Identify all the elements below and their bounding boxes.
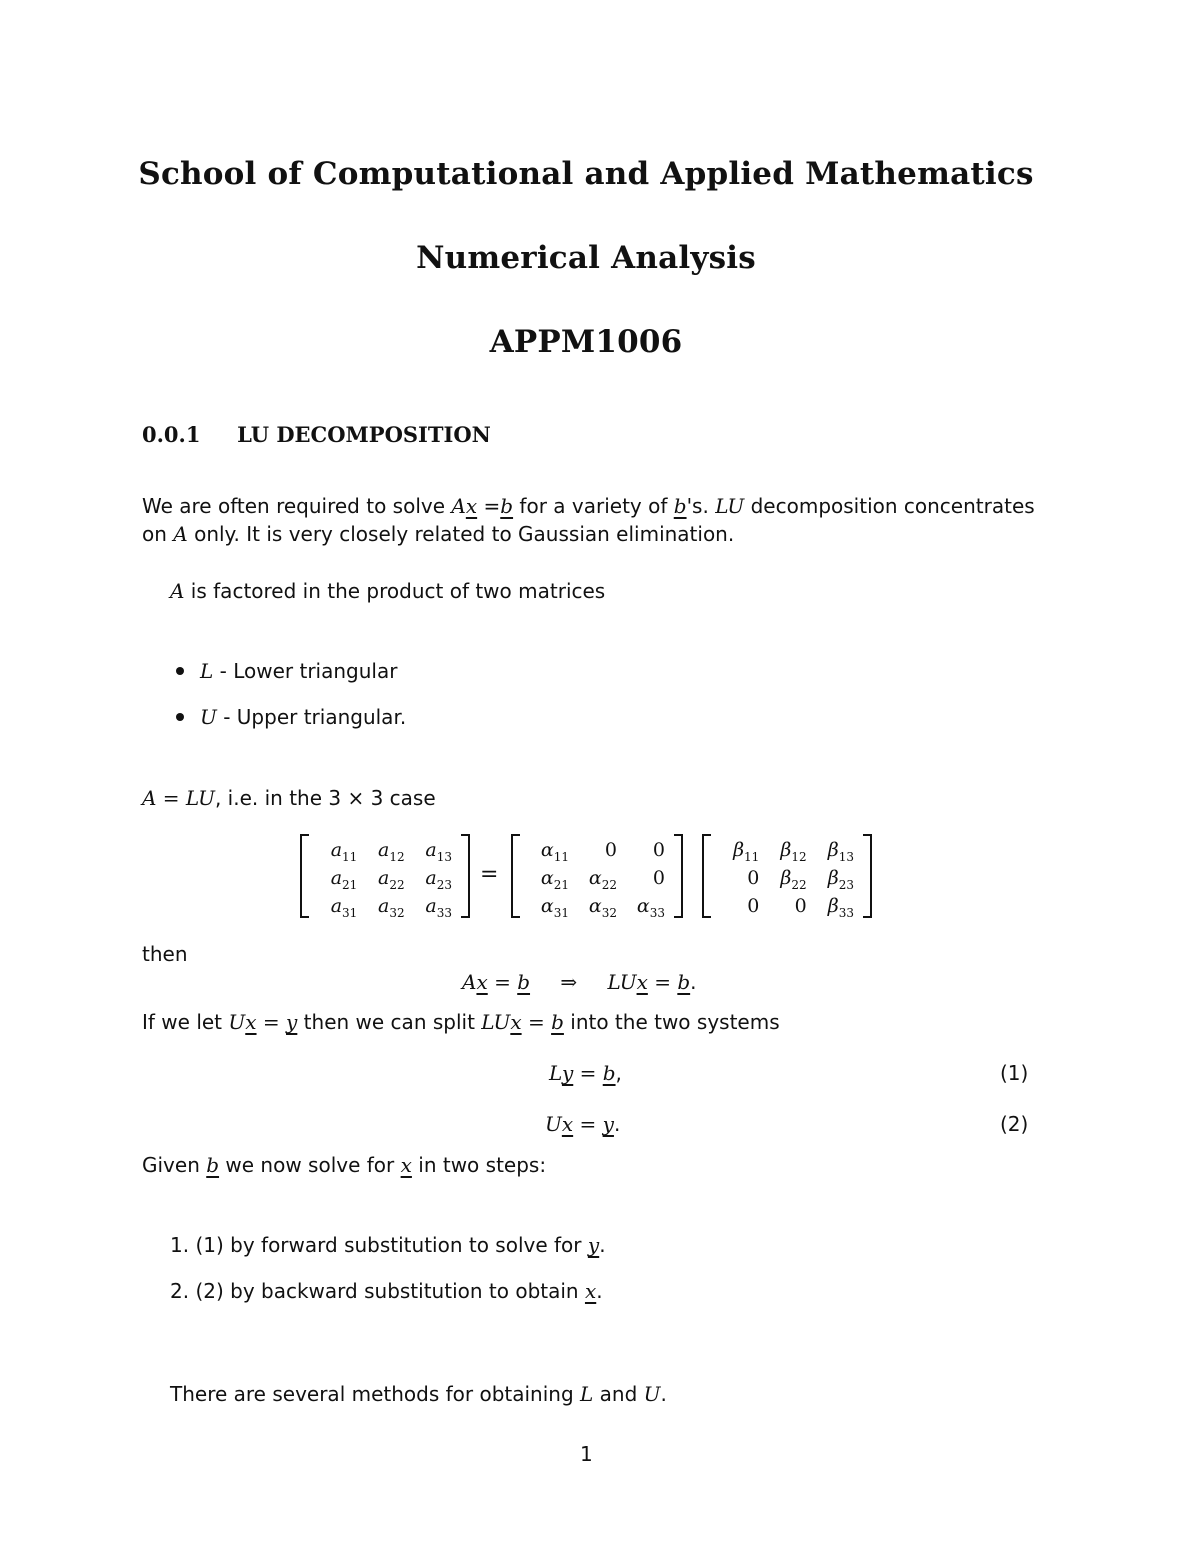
section-heading	[142, 422, 491, 447]
paragraph-1-line-1	[142, 494, 1035, 518]
math-b: b	[517, 970, 531, 994]
entry-subscript: 23	[838, 877, 854, 892]
entry-symbol: β	[780, 839, 792, 861]
bullet-dot-icon	[176, 667, 184, 675]
math-A-equals-LU: A = LU	[142, 786, 215, 810]
entry-subscript: 12	[791, 849, 807, 864]
entry-subscript: 31	[553, 905, 569, 920]
matrix-entry	[573, 894, 621, 919]
right-bracket	[674, 834, 683, 918]
entry-symbol: β	[733, 839, 745, 861]
text: for a variety of	[513, 494, 668, 518]
entry-symbol: β	[827, 895, 839, 917]
math-x: x	[510, 1010, 522, 1034]
entry-symbol: 0	[747, 867, 760, 889]
entry-symbol: a	[425, 867, 437, 889]
math-x: x	[400, 1153, 412, 1177]
period: .	[613, 1112, 621, 1136]
section-title: LU DECOMPOSITION	[237, 422, 491, 447]
entry-subscript: 13	[838, 849, 854, 864]
given-sentence	[142, 1153, 546, 1177]
math-x: x	[245, 1010, 257, 1034]
bullet-dot-icon	[176, 713, 184, 721]
entry-symbol: a	[378, 895, 390, 917]
matrix-entry	[763, 838, 810, 863]
entry-symbol: 0	[604, 839, 617, 861]
text: 's.	[686, 494, 709, 518]
entry-symbol: β	[827, 867, 839, 889]
math-x: x	[561, 1112, 574, 1136]
matrix-entry	[621, 894, 669, 919]
matrix-entry	[716, 838, 763, 863]
entry-subscript: 22	[389, 877, 405, 892]
course-name: Numerical Analysis	[416, 240, 756, 276]
closing-sentence	[170, 1382, 667, 1406]
right-bracket	[863, 834, 872, 918]
entry-subscript: 31	[342, 905, 358, 920]
matrix-entry	[621, 838, 669, 863]
entry-subscript: 11	[342, 849, 358, 864]
matrix-entry	[409, 866, 456, 891]
text: on	[142, 522, 167, 546]
matrix-equals-sign: =	[480, 862, 499, 887]
equals: =	[573, 1112, 603, 1136]
entry-symbol: α	[588, 895, 602, 917]
math-U: U	[643, 1382, 661, 1406]
math-A: A	[451, 494, 466, 518]
matrix-entry	[314, 866, 361, 891]
entry-subscript: 21	[342, 877, 358, 892]
matrix-entry	[621, 866, 669, 891]
entry-subscript: 22	[601, 877, 617, 892]
math-A: A	[173, 522, 188, 546]
matrix-A	[300, 834, 470, 918]
math-y: y	[587, 1233, 600, 1257]
math-A: A	[462, 970, 477, 994]
entry-symbol: a	[330, 867, 343, 889]
matrix-entry	[409, 894, 456, 919]
matrix-entry	[525, 866, 573, 891]
matrix-entry	[573, 838, 621, 863]
math-x: x	[636, 970, 648, 994]
math-U: U	[228, 1010, 246, 1034]
matrix-entry	[361, 866, 408, 891]
math-LU: LU	[607, 970, 637, 994]
matrix-entry	[409, 838, 456, 863]
period: .	[596, 1279, 603, 1303]
entry-symbol: α	[540, 839, 554, 861]
math-U: U	[545, 1112, 562, 1136]
math-A: A	[170, 579, 185, 603]
math-LU: LU	[715, 494, 745, 518]
entry-subscript: 33	[838, 905, 854, 920]
entry-symbol: 0	[652, 839, 665, 861]
equals: =	[647, 970, 678, 994]
bullet-text: - Upper triangular.	[216, 705, 407, 729]
equals: =	[573, 1061, 603, 1085]
text: then we can split	[297, 1010, 475, 1034]
entry-symbol: a	[330, 895, 343, 917]
matrix-U	[702, 834, 872, 918]
matrix-entry	[811, 838, 858, 863]
entry-subscript: 21	[553, 877, 569, 892]
matrix-entry	[716, 894, 763, 919]
math-b: b	[673, 494, 687, 518]
math-y: y	[602, 1112, 614, 1136]
left-bracket	[702, 834, 711, 918]
step-number: 1.	[170, 1233, 190, 1257]
entry-subscript: 33	[649, 905, 665, 920]
step-number: 2.	[170, 1279, 190, 1303]
matrix-entry	[314, 838, 361, 863]
entry-symbol: β	[827, 839, 839, 861]
text: We are often required to solve	[142, 494, 446, 518]
entry-symbol: a	[330, 839, 343, 861]
page-number: 1	[580, 1442, 593, 1466]
matrix-entry	[811, 866, 858, 891]
comma: ,	[615, 1061, 622, 1085]
entry-symbol: α	[540, 895, 554, 917]
entry-subscript: 13	[436, 849, 452, 864]
math-L: L	[200, 659, 214, 683]
matrix-entry	[525, 894, 573, 919]
step-item	[170, 1233, 606, 1257]
math-x: x	[465, 494, 478, 518]
math-b: b	[602, 1061, 616, 1085]
entry-subscript: 32	[389, 905, 405, 920]
then-word: then	[142, 942, 188, 966]
matrix-entry	[361, 894, 408, 919]
text: into the two systems	[563, 1010, 780, 1034]
bullet-item	[176, 659, 397, 683]
entry-symbol: a	[378, 839, 390, 861]
paragraph-2	[170, 579, 605, 603]
entry-symbol: α	[588, 867, 602, 889]
course-code: APPM1006	[489, 324, 683, 360]
entry-symbol: 0	[794, 895, 807, 917]
math-y: y	[286, 1010, 298, 1034]
step-text: (2) by backward substitution to obtain	[195, 1279, 579, 1303]
entry-symbol: α	[540, 867, 554, 889]
matrix-entry	[573, 866, 621, 891]
equation-number-2: (2)	[1000, 1112, 1029, 1136]
entry-subscript: 33	[436, 905, 452, 920]
math-y: y	[561, 1061, 574, 1085]
text: decomposition concentrates	[744, 494, 1035, 518]
left-bracket	[511, 834, 520, 918]
entry-symbol: 0	[652, 867, 665, 889]
left-bracket	[300, 834, 309, 918]
entry-symbol: a	[425, 895, 437, 917]
text: If we let	[142, 1010, 223, 1034]
equation-number-1: (1)	[1000, 1061, 1029, 1085]
equals: =	[256, 1010, 287, 1034]
section-number: 0.0.1	[142, 422, 201, 447]
text: in two steps:	[411, 1153, 547, 1177]
entry-symbol: a	[378, 867, 390, 889]
math-b: b	[551, 1010, 564, 1034]
matrix-entry	[716, 866, 763, 891]
entry-symbol: 0	[747, 895, 760, 917]
matrix-entry	[361, 838, 408, 863]
matrix-L	[511, 834, 683, 918]
split-sentence	[142, 1010, 780, 1034]
math-U: U	[200, 705, 217, 729]
equals: =	[487, 970, 518, 994]
equation-intro	[142, 786, 436, 810]
matrix-entry	[525, 838, 573, 863]
math-L: L	[580, 1382, 594, 1406]
matrix-entry	[763, 866, 810, 891]
math-b: b	[677, 970, 691, 994]
entry-subscript: 32	[601, 905, 617, 920]
text: =	[477, 494, 501, 518]
paragraph-1-line-2	[142, 522, 734, 546]
math-L: L	[549, 1061, 562, 1085]
text: is factored in the product of two matrices	[184, 579, 606, 603]
entry-subscript: 22	[791, 877, 807, 892]
matrix-entry	[314, 894, 361, 919]
period: .	[690, 970, 697, 994]
matrix-entry	[811, 894, 858, 919]
text: Given	[142, 1153, 200, 1177]
system-equation-1	[549, 1061, 622, 1085]
text: and	[593, 1382, 638, 1406]
entry-subscript: 11	[553, 849, 569, 864]
matrix-entry	[763, 894, 810, 919]
entry-symbol: β	[780, 867, 792, 889]
implies-arrow-icon: ⇒	[560, 970, 578, 994]
math-x: x	[476, 970, 488, 994]
text: we now solve for	[219, 1153, 395, 1177]
math-b: b	[500, 494, 514, 518]
school-title: School of Computational and Applied Mathematics	[138, 156, 1034, 192]
entry-symbol: a	[425, 839, 437, 861]
entry-subscript: 12	[389, 849, 405, 864]
entry-subscript: 23	[436, 877, 452, 892]
math-b: b	[206, 1153, 220, 1177]
step-item	[170, 1279, 603, 1303]
text: , i.e. in the 3 × 3 case	[214, 786, 436, 810]
right-bracket	[461, 834, 470, 918]
entry-subscript: 11	[744, 849, 760, 864]
text: only. It is very closely related to Gaussian elimination.	[187, 522, 735, 546]
bullet-item	[176, 705, 406, 729]
period: .	[660, 1382, 667, 1406]
math-x: x	[584, 1279, 597, 1303]
bullet-text: - Lower triangular	[213, 659, 398, 683]
step-text: (1) by forward substitution to solve for	[195, 1233, 582, 1257]
math-LU: LU	[481, 1010, 511, 1034]
period: .	[599, 1233, 606, 1257]
text: There are several methods for obtaining	[170, 1382, 574, 1406]
equals: =	[521, 1010, 552, 1034]
implication-equation	[462, 970, 697, 994]
entry-symbol: α	[636, 895, 650, 917]
system-equation-2	[545, 1112, 620, 1136]
